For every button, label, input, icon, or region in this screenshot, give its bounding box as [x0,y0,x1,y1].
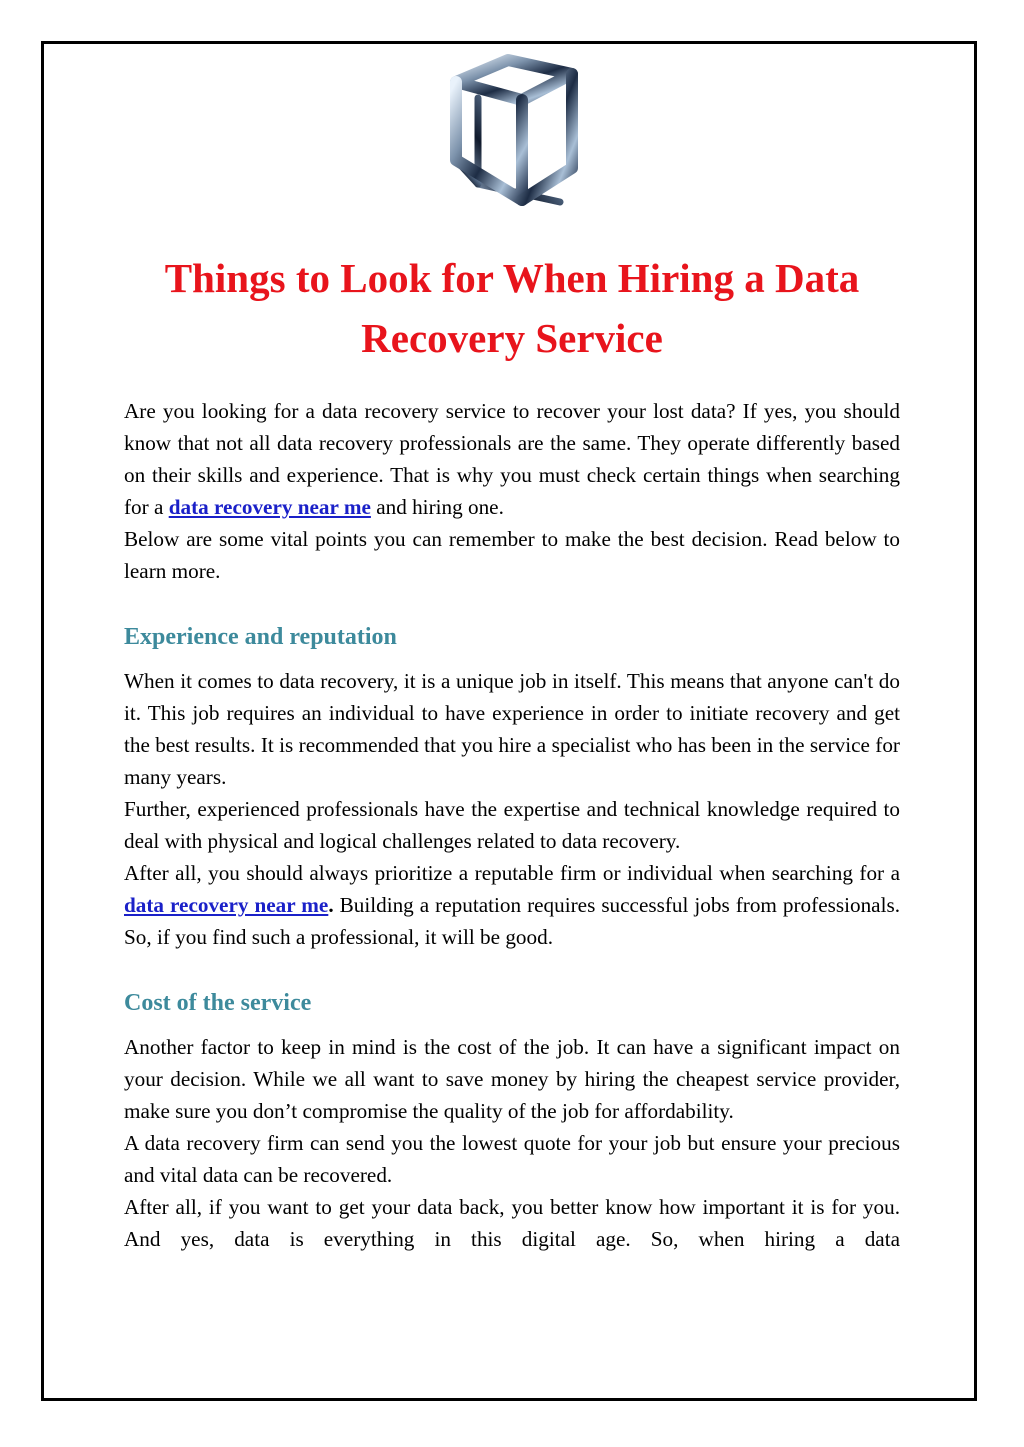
intro-text-end: and hiring one. [370,495,504,519]
cost-paragraph-2: A data recovery firm can send you the lowest quote for your job but ensure your precious and vital data can be recovered. [124,1131,900,1187]
heading-cost-of-service: Cost of the service [124,990,312,1016]
chrome-cube-icon [438,52,586,216]
article-body [124,395,900,1255]
data-recovery-link[interactable]: data recovery near me [168,495,371,519]
data-recovery-link-2[interactable]: data recovery near me [124,893,329,917]
intro-text: Are you looking for a data recovery service to recover your lost data? If yes, you should know that not all data recovery professionals are the same. They operate differently based on their skills and experience. That is why you must check certain things when searching for a [124,399,900,519]
page-title: Things to Look for When Hiring a Data Recovery Service [164,255,860,361]
heading-experience-reputation: Experience and reputation [124,624,397,650]
experience-paragraph-2: Further, experienced professionals have the expertise and technical knowledge required to deal with physical and logical challenges related to data recovery. [124,797,900,853]
intro-paragraph [124,395,900,523]
link-period: . [328,893,334,917]
experience-paragraph-1: When it comes to data recovery, it is a unique job in itself. This means that anyone can't do it. This job requires an individual to have experience in order to initiate recovery and get the best results. It is recommended that you hire a specialist who has been in the service for many years. [124,669,900,789]
intro-paragraph-2: Below are some vital points you can remember to make the best decision. Read below to learn more. [124,527,900,583]
experience-text-end: Building a reputation requires successful jobs from professionals. So, if you find such a professional, it will be good. [124,893,900,949]
experience-text: After all, you should always prioritize a reputable firm or individual when searching for a [124,861,900,885]
cost-paragraph-1: Another factor to keep in mind is the cost of the job. It can have a significant impact on your decision. While we all want to save money by hiring the cheapest service provider, make sure you don’t compromise the quality of the job for affordability. [124,1035,900,1123]
cost-paragraph-3: After all, if you want to get your data back, you better know how important it is for you. And yes, data is everything in this digital age. So, when hiring a data [124,1195,900,1251]
experience-paragraph-3 [124,857,900,953]
